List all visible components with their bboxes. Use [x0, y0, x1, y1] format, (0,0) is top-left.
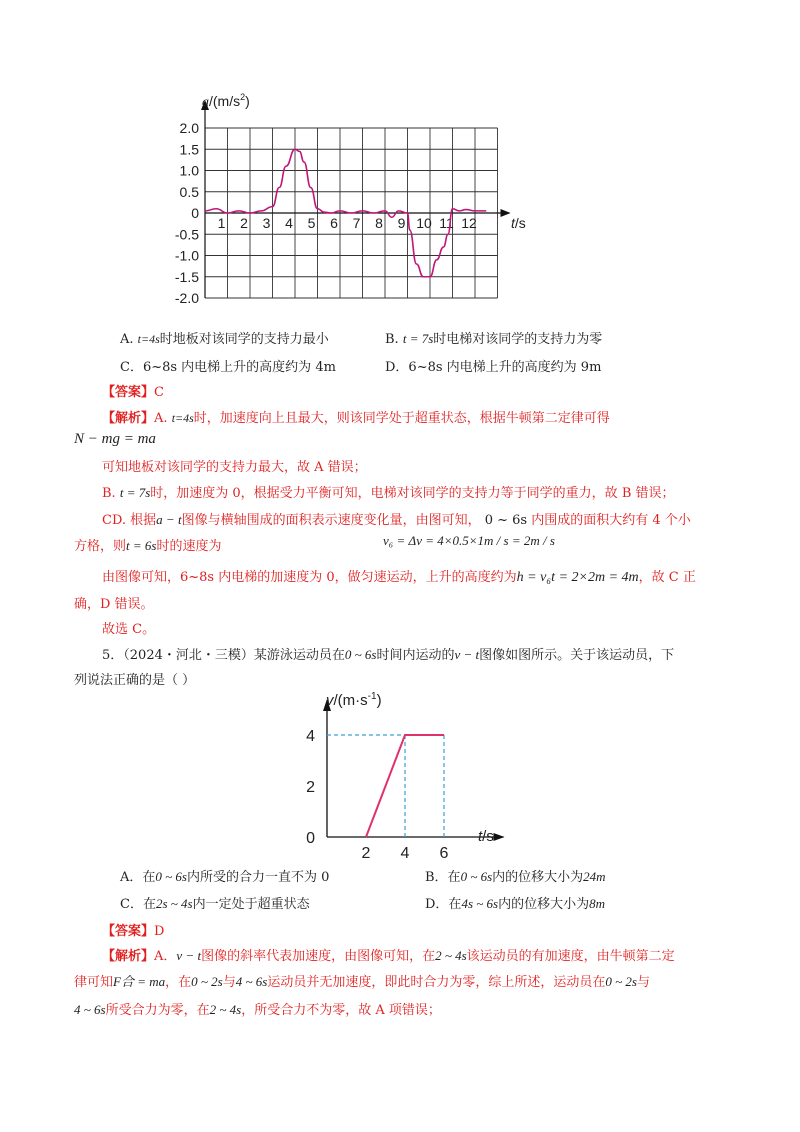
q4-conclusion: 故选 C。 [102, 622, 156, 637]
x-tick-label: 6 [439, 845, 449, 860]
acceleration-chart-axes [201, 100, 511, 298]
q4-analysis-b: B. t = 7s时，加速度为 0，根据受力平衡可知，电梯对该同学的支持力等于同学的重力，故 B 错误； [102, 485, 675, 501]
q4-analysis-a2: 可知地板对该同学的支持力最大，故 A 错误； [102, 460, 367, 475]
y-tick-label: 0 [191, 205, 199, 221]
x-tick-label: 4 [285, 215, 293, 231]
x-tick-label: 2 [361, 845, 371, 860]
q4-answer: 【答案】C [102, 385, 164, 400]
q4-option-d: D．6~8s 内电梯上升的高度约为 9m [385, 360, 602, 375]
q5-option-b: B．在0 ~ 6s内的位移大小为24m [425, 869, 606, 885]
q4-analysis-cd: CD. 根据a − t图像与横轴围成的面积表示速度变化量，由图可知， 0 ~ 6s 内围成的面积大约有 4 个小 [102, 512, 691, 528]
x-tick-label: 1 [217, 215, 226, 231]
q5-analysis-line3: 4 ~ 6s所受合力为零，在2 ~ 4s，所受合力不为零，故 A 项错误； [74, 1002, 441, 1018]
q5-option-a: A．在0 ~ 6s内所受的合力一直不为 0 [120, 869, 330, 885]
x-tick-label: 12 [461, 215, 477, 231]
acceleration-chart-y-ticks [175, 120, 199, 306]
q5-analysis-line2: 律可知F合 = ma，在0 ~ 2s与4 ~ 6s运动员并无加速度，即此时合力为零，综上所述，运动员在0 ~ 2s与 [74, 974, 650, 990]
x-tick-label: 7 [352, 215, 361, 231]
y-tick-label: 4 [306, 728, 315, 745]
y-tick-label: -1.0 [174, 247, 199, 264]
acceleration-chart [160, 90, 530, 315]
velocity-x-axis-label: t/s [478, 828, 494, 845]
velocity-chart-y-ticks [306, 728, 315, 847]
q4-analysis-cd2: 方格，则t = 6s时的速度为 [74, 538, 222, 554]
formula-newton: N − mg = ma [74, 431, 156, 447]
y-tick-label: 0 [306, 830, 315, 847]
velocity-y-axis-label: $v/(m\cdot s^{-1})$ [326, 691, 382, 709]
q4-option-a: A. t=4s时地板对该同学的支持力最小 [120, 332, 329, 347]
q4-option-c: C．6~8s 内电梯上升的高度约为 4m [120, 360, 336, 375]
y-tick-label: 0.5 [179, 183, 199, 200]
y-tick-label: 2 [306, 779, 315, 796]
x-axis-arrow [501, 209, 511, 217]
x-tick-label: 3 [262, 215, 271, 231]
y-tick-label: 2.0 [179, 120, 199, 136]
acceleration-chart-x-ticks [218, 215, 477, 231]
x-tick-label: 9 [397, 215, 406, 231]
x-tick-label: 4 [400, 845, 410, 860]
acceleration-x-axis-label: t/s [511, 215, 526, 231]
x-tick-label: 2 [240, 215, 248, 231]
x-tick-label: 11 [439, 215, 454, 231]
velocity-chart-axes [323, 699, 505, 841]
q4-analysis-cd3: 由图像可知，6~8s 内电梯的加速度为 0，做匀速运动，上升的高度约为h = v₆t = 2×2m = 4m，故 C 正 [102, 570, 696, 585]
x-axis-arrow [494, 833, 505, 841]
x-tick-label: 6 [330, 215, 338, 231]
q5-stem-line1: 5．（2024・河北・三模）某游泳运动员在0 ~ 6s时间内运动的v − t图像如图所示。关于该运动员，下 [102, 647, 675, 663]
y-tick-label: -2.0 [174, 290, 199, 306]
x-tick-label: 10 [416, 215, 432, 231]
velocity-chart [290, 685, 520, 860]
x-tick-label: 8 [375, 215, 383, 231]
q4-analysis-cd4: 确，D 错误。 [74, 597, 154, 612]
q5-analysis-line1: 【解析】A．v − t图像的斜率代表加速度，由图像可知，在2 ~ 4s该运动员的有加速度，由牛顿第二定 [102, 948, 675, 964]
x-tick-label: 5 [307, 215, 316, 231]
velocity-chart-x-ticks [362, 845, 449, 860]
y-tick-label: 1.0 [179, 162, 199, 179]
acceleration-y-axis-label: $a/(m/s^2)$ [202, 92, 250, 110]
q5-answer: 【答案】D [102, 924, 165, 939]
q5-option-c: C．在2s ~ 4s内一定处于超重状态 [120, 896, 310, 912]
q5-option-d: D．在4s ~ 6s内的位移大小为8m [425, 896, 605, 912]
q4-option-b: B. t = 7s时电梯对该同学的支持力为零 [385, 331, 603, 347]
formula-velocity: v₆ = Δv = 4×0.5×1m / s = 2m / s [383, 533, 555, 548]
y-tick-label: 1.5 [179, 141, 199, 158]
q4-analysis-a: 【解析】A. t=4s时，加速度向上且最大，则该同学处于超重状态，根据牛顿第二定律可得 [102, 411, 610, 426]
q5-stem-line2: 列说法正确的是（ ） [74, 673, 196, 688]
y-tick-label: -0.5 [174, 226, 199, 243]
y-tick-label: -1.5 [174, 268, 199, 285]
